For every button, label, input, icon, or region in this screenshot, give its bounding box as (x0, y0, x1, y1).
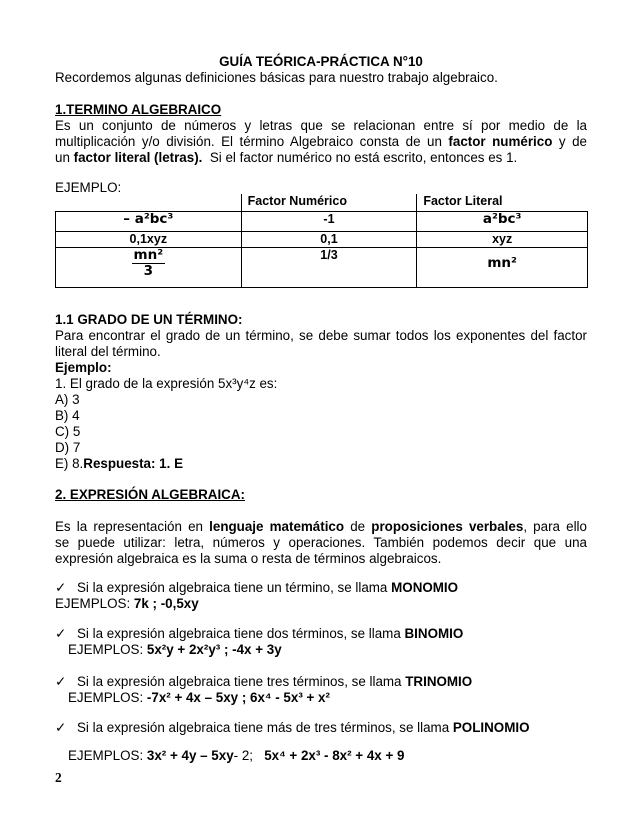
table-row (56, 231, 588, 247)
table-cell-numeric: 1/3 (241, 247, 417, 287)
page-title: GUÍA TEÓRICA-PRÁCTICA N°10 (219, 54, 423, 69)
section-2-heading: 2. EXPRESIÓN ALGEBRAICA: (55, 487, 245, 502)
table-cell-term: 0,1xyz (56, 231, 242, 247)
degree-example-label: Ejemplo: (55, 360, 112, 375)
trinomio-examples (68, 690, 600, 706)
monomio-examples (55, 596, 587, 612)
table-cell-numeric: -1 (241, 211, 417, 231)
text-span: Si la expresión algebraica tiene más de tres términos, se llama (77, 720, 450, 735)
check-icon: ✓ (55, 720, 67, 735)
text-span: EJEMPLOS: (68, 748, 144, 763)
table-cell-literal: a²bc³ (417, 211, 588, 231)
check-icon: ✓ (55, 580, 67, 595)
text-span: , para ello (523, 519, 587, 534)
trinomio-example-values: -7x² + 4x – 5xy ; 6x⁴ - 5x³ + x² (146, 690, 330, 705)
check-icon: ✓ (55, 626, 67, 641)
text-span: Si la expresión algebraica tiene un término, se llama (77, 580, 388, 595)
monomio-term: MONOMIO (391, 580, 459, 595)
polinomio-example-1-tail: - 2; (233, 748, 254, 763)
polinomio-example-1: 3x² + 4y – 5xy (146, 748, 234, 763)
binomio-bullet (55, 626, 587, 642)
binomio-examples (68, 642, 600, 658)
intro-text: Recordemos algunas definiciones básicas para nuestro trabajo algebraico. (55, 70, 498, 85)
option-c: C) 5 (55, 424, 81, 439)
option-e-row (55, 456, 587, 472)
text-span: EJEMPLOS: (55, 596, 131, 611)
lenguaje-matematico-term: lenguaje matemático (209, 519, 345, 534)
trinomio-bullet (55, 674, 587, 690)
option-d: D) 7 (55, 440, 81, 455)
section-1-paragraph-line2 (55, 134, 587, 150)
degree-paragraph-line2: literal del término. (55, 344, 161, 359)
proposiciones-verbales-term: proposiciones verbales (371, 519, 524, 534)
polinomio-example-2: 5x⁴ + 2x³ - 8x² + 4x + 9 (264, 748, 405, 763)
table-row (56, 211, 588, 231)
page-number: 2 (55, 770, 62, 785)
fraction-numerator: mn² (133, 246, 164, 263)
table-cell-literal: mn² (417, 247, 588, 287)
option-b: B) 4 (55, 408, 80, 423)
degree-question: 1. El grado de la expresión 5x³y⁴z es: (55, 376, 278, 391)
section-1-heading: 1.TERMINO ALGEBRAICO (55, 102, 222, 117)
table-header-factor-numerico: Factor Numérico (241, 194, 417, 211)
text-span: Es la representación en (55, 519, 203, 534)
factor-literal-term: factor literal (letras). (73, 150, 203, 165)
text-span: Si la expresión algebraica tiene tres términos, se llama (77, 674, 402, 689)
table-header-row (56, 194, 588, 211)
section-1-1-heading: 1.1 GRADO DE UN TÉRMINO: (55, 312, 243, 327)
expression-paragraph-line2: se puede utilizar: letra, números y operaciones. También podemos decir que una (55, 535, 587, 550)
degree-paragraph-line1: Para encontrar el grado de un término, se debe sumar todos los exponentes del factor (55, 328, 587, 343)
fraction (132, 248, 166, 279)
expression-paragraph-line1 (55, 519, 587, 535)
text-span: multiplicación y/o división. El término Algebraico consta de un (55, 134, 442, 149)
text-span: EJEMPLOS: (68, 642, 144, 657)
table-row (56, 247, 588, 287)
option-a: A) 3 (55, 392, 80, 407)
monomio-example-values: 7k ; -0,5xy (133, 596, 199, 611)
binomio-example-values: 5x²y + 2x²y³ ; -4x + 3y (146, 642, 282, 657)
table-header-empty (56, 194, 242, 211)
example-label: EJEMPLO: (55, 180, 122, 195)
text-span: Si el factor numérico no está escrito, entonces es 1. (209, 150, 518, 165)
text-span: de (350, 519, 366, 534)
table-cell-term (56, 247, 242, 287)
option-e: E) 8. (55, 456, 84, 471)
text-span: y de (558, 134, 587, 149)
fraction-denominator: 3 (143, 262, 154, 279)
text-span: EJEMPLOS: (68, 690, 144, 705)
term-table (55, 194, 588, 288)
trinomio-term: TRINOMIO (405, 674, 473, 689)
table-cell-term: – a²bc³ (56, 211, 242, 231)
table-cell-numeric: 0,1 (241, 231, 417, 247)
table-header-factor-literal: Factor Literal (417, 194, 588, 211)
check-icon: ✓ (55, 674, 67, 689)
polinomio-bullet (55, 720, 587, 736)
section-1-paragraph-line1: Es un conjunto de números y letras que se relacionan entre sí por medio de la (55, 118, 587, 133)
polinomio-term: POLINOMIO (452, 720, 530, 735)
answer-text: Respuesta: 1. E (83, 456, 184, 471)
factor-numerico-term: factor numérico (448, 134, 553, 149)
expression-paragraph-line3: expresión algebraica es la suma o resta de términos algebraicos. (55, 551, 442, 566)
polinomio-examples (68, 748, 600, 764)
table-cell-literal: xyz (417, 231, 588, 247)
text-span: un (55, 150, 70, 165)
section-1-paragraph-line3 (55, 150, 587, 166)
binomio-term: BINOMIO (404, 626, 464, 641)
text-span: Si la expresión algebraica tiene dos términos, se llama (77, 626, 401, 641)
monomio-bullet (55, 580, 587, 596)
